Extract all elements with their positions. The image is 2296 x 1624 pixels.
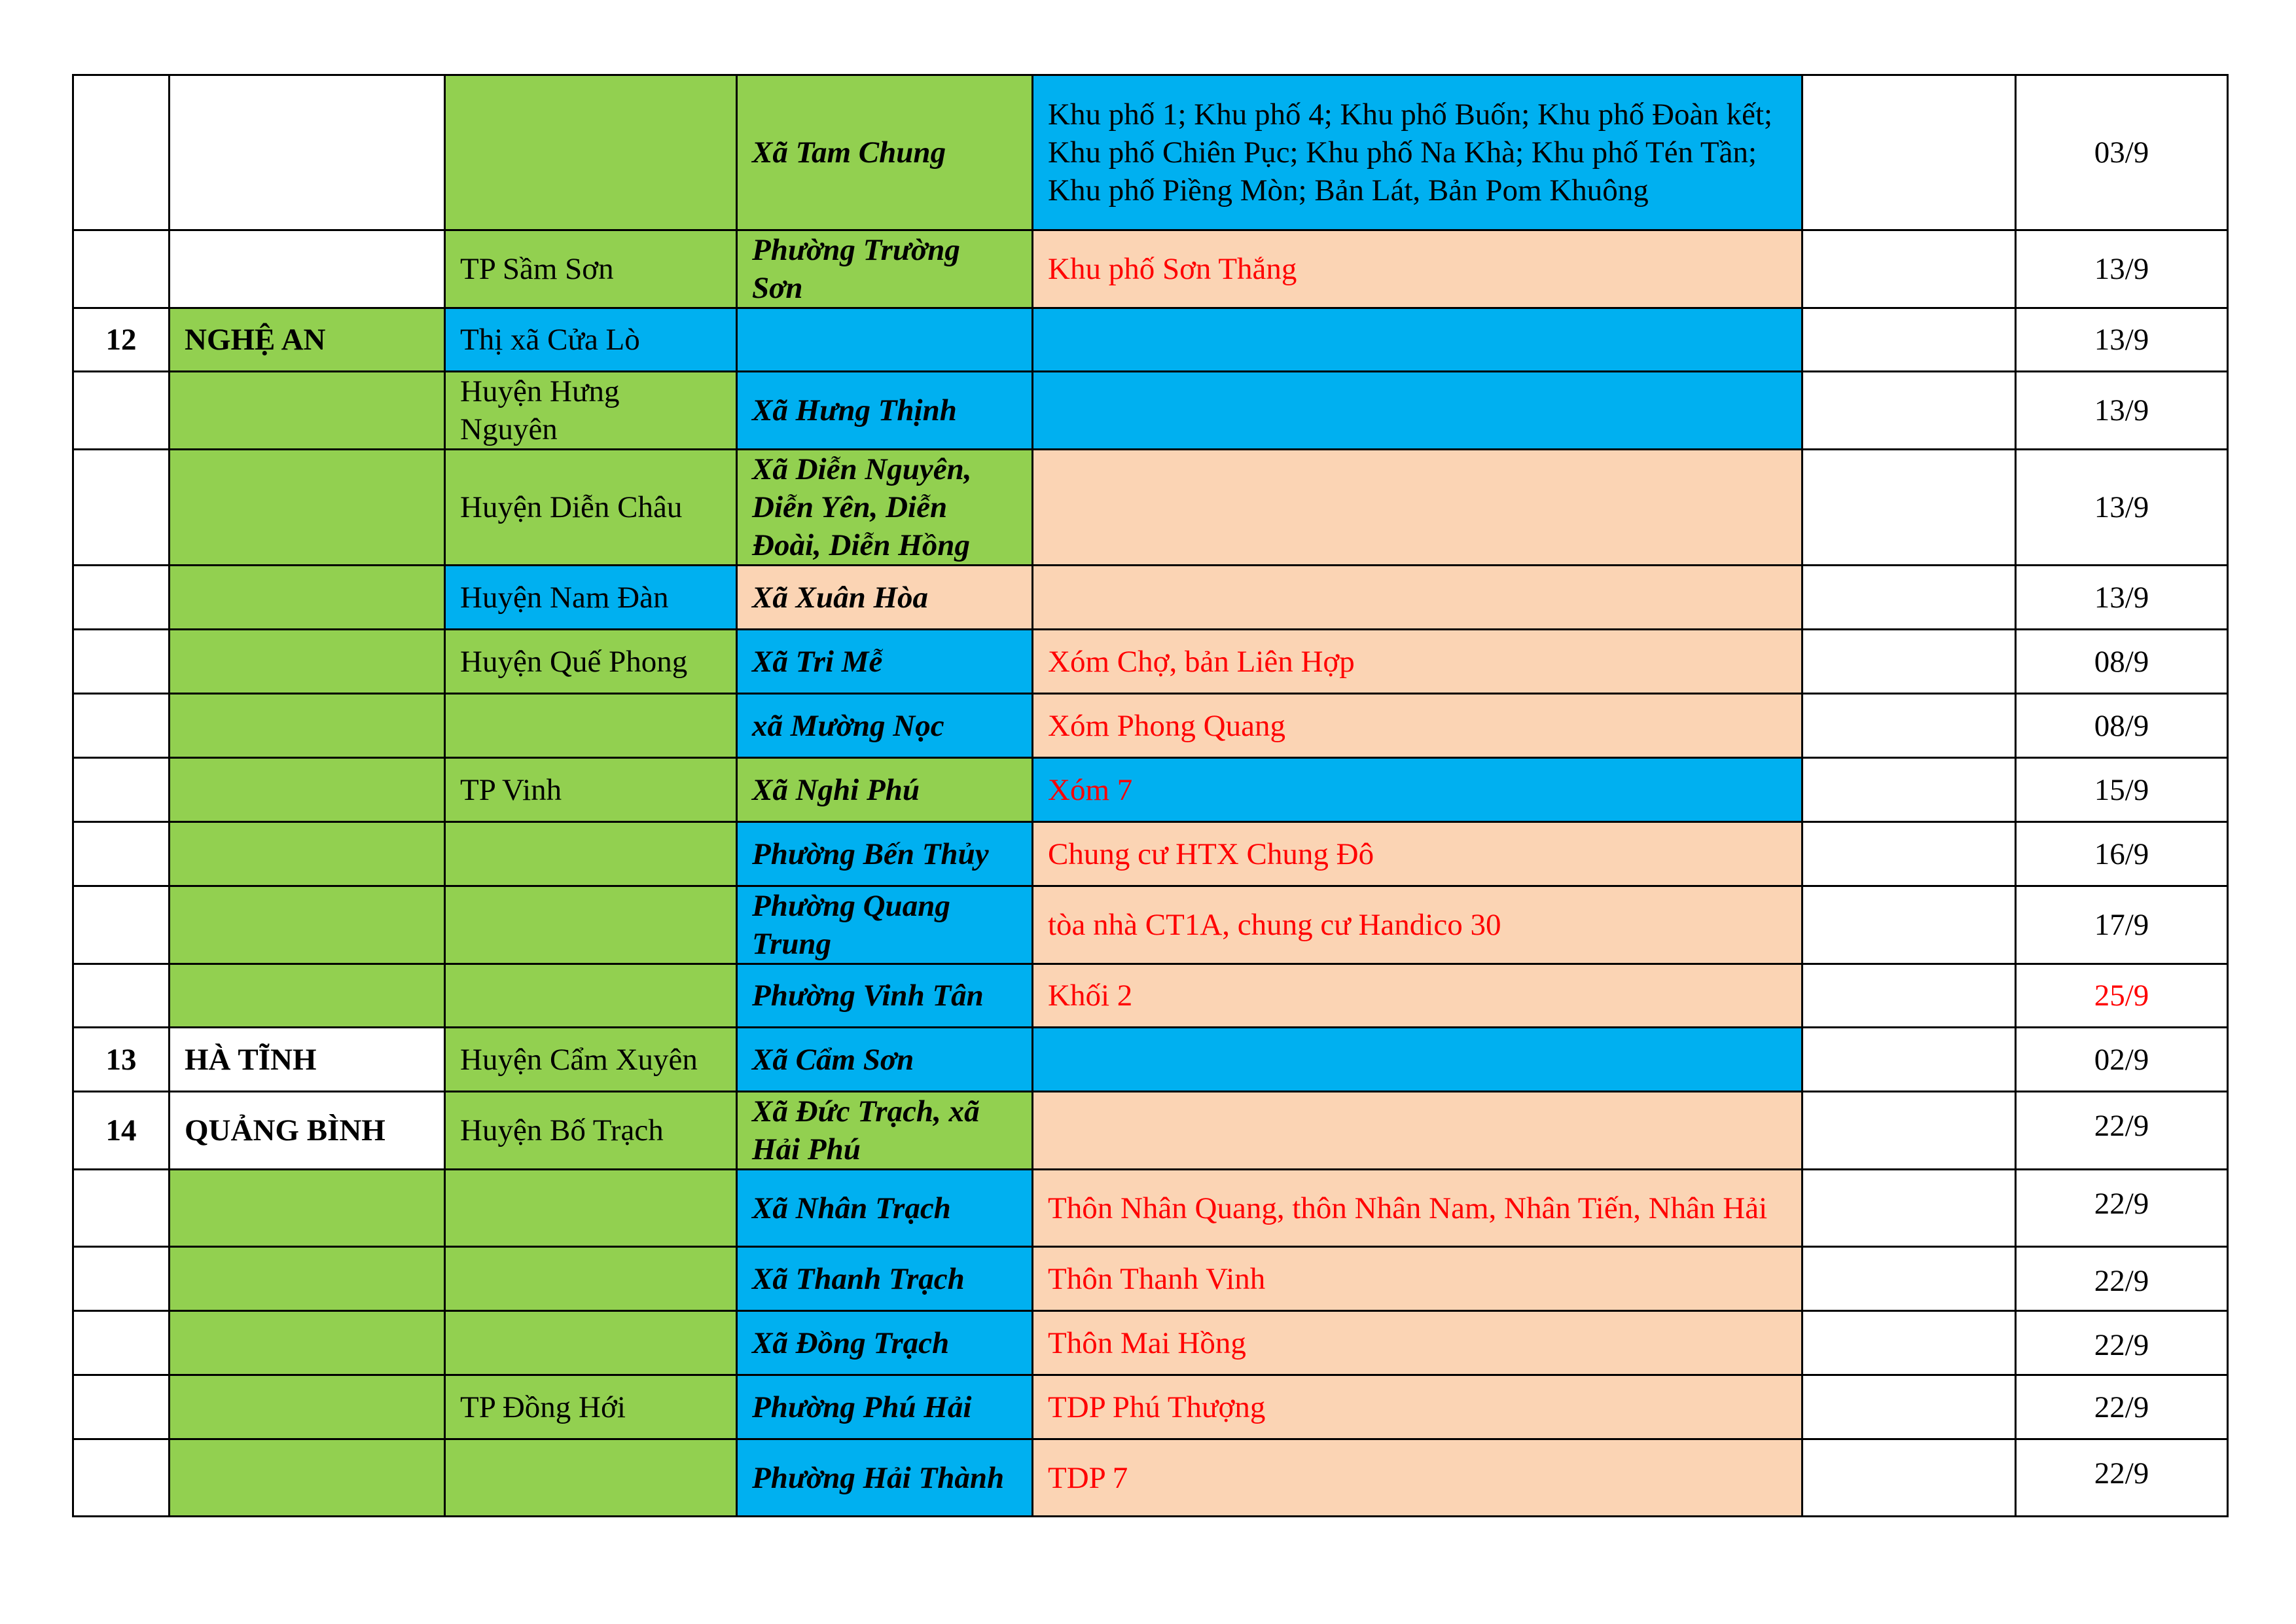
province-cell xyxy=(170,758,445,822)
date-cell: 13/9 xyxy=(2016,450,2228,566)
table-row xyxy=(73,886,2228,964)
area-cell: Thôn Mai Hồng xyxy=(1033,1311,1803,1375)
district-cell: Huyện Hưng Nguyên xyxy=(445,372,737,450)
province-cell xyxy=(170,566,445,630)
date-cell: 13/9 xyxy=(2016,372,2228,450)
date-cell: 22/9 xyxy=(2016,1311,2228,1375)
date-cell: 15/9 xyxy=(2016,758,2228,822)
date-cell: 08/9 xyxy=(2016,694,2228,758)
district-cell: Huyện Cẩm Xuyên xyxy=(445,1028,737,1092)
date-cell: 13/9 xyxy=(2016,230,2228,308)
district-cell: Huyện Quế Phong xyxy=(445,630,737,694)
stt-cell xyxy=(73,1439,170,1517)
commune-cell xyxy=(737,308,1033,372)
stt-cell xyxy=(73,694,170,758)
table-row xyxy=(73,566,2228,630)
note-cell xyxy=(1803,964,2016,1028)
district-cell xyxy=(445,822,737,886)
province-cell: HÀ TĨNH xyxy=(170,1028,445,1092)
province-cell: NGHỆ AN xyxy=(170,308,445,372)
stt-cell xyxy=(73,1311,170,1375)
date-cell: 25/9 xyxy=(2016,964,2228,1028)
province-cell xyxy=(170,822,445,886)
district-cell xyxy=(445,964,737,1028)
stt-cell: 14 xyxy=(73,1092,170,1170)
district-cell: Huyện Diễn Châu xyxy=(445,450,737,566)
stt-cell xyxy=(73,450,170,566)
province-cell xyxy=(170,1375,445,1439)
area-cell xyxy=(1033,1092,1803,1170)
note-cell xyxy=(1803,1247,2016,1311)
district-cell xyxy=(445,886,737,964)
table-row xyxy=(73,1375,2228,1439)
date-cell: 22/9 xyxy=(2016,1375,2228,1439)
area-cell xyxy=(1033,566,1803,630)
note-cell xyxy=(1803,758,2016,822)
district-cell xyxy=(445,75,737,230)
table-row xyxy=(73,1439,2228,1517)
table-row xyxy=(73,1170,2228,1247)
note-cell xyxy=(1803,230,2016,308)
stt-cell xyxy=(73,1170,170,1247)
area-cell xyxy=(1033,1028,1803,1092)
area-cell: Khu phố Sơn Thắng xyxy=(1033,230,1803,308)
note-cell xyxy=(1803,886,2016,964)
district-cell: Huyện Nam Đàn xyxy=(445,566,737,630)
note-cell xyxy=(1803,1092,2016,1170)
commune-cell: Xã Đồng Trạch xyxy=(737,1311,1033,1375)
province-cell xyxy=(170,75,445,230)
table-row xyxy=(73,1028,2228,1092)
stt-cell xyxy=(73,75,170,230)
note-cell xyxy=(1803,1028,2016,1092)
note-cell xyxy=(1803,372,2016,450)
commune-cell: Phường Vinh Tân xyxy=(737,964,1033,1028)
province-cell xyxy=(170,964,445,1028)
table-row xyxy=(73,694,2228,758)
date-cell: 16/9 xyxy=(2016,822,2228,886)
stt-cell xyxy=(73,1375,170,1439)
stt-cell xyxy=(73,758,170,822)
area-cell: Xóm Chợ, bản Liên Hợp xyxy=(1033,630,1803,694)
date-cell: 22/9 xyxy=(2016,1247,2228,1311)
note-cell xyxy=(1803,1375,2016,1439)
stt-cell xyxy=(73,1247,170,1311)
date-cell: 13/9 xyxy=(2016,308,2228,372)
date-cell: 22/9 xyxy=(2016,1170,2228,1247)
stt-cell xyxy=(73,822,170,886)
district-cell xyxy=(445,1170,737,1247)
province-cell xyxy=(170,630,445,694)
area-cell: Khối 2 xyxy=(1033,964,1803,1028)
commune-cell: Xã Hưng Thịnh xyxy=(737,372,1033,450)
area-cell: Xóm 7 xyxy=(1033,758,1803,822)
commune-cell: Phường Quang Trung xyxy=(737,886,1033,964)
note-cell xyxy=(1803,822,2016,886)
commune-cell: xã Mường Nọc xyxy=(737,694,1033,758)
date-cell: 22/9 xyxy=(2016,1439,2228,1517)
district-cell: TP Vinh xyxy=(445,758,737,822)
table-row xyxy=(73,75,2228,230)
area-cell xyxy=(1033,372,1803,450)
stt-cell xyxy=(73,630,170,694)
stt-cell xyxy=(73,372,170,450)
date-cell: 02/9 xyxy=(2016,1028,2228,1092)
province-cell xyxy=(170,1170,445,1247)
table-row xyxy=(73,758,2228,822)
outbreak-area-table xyxy=(72,74,2229,1517)
note-cell xyxy=(1803,75,2016,230)
commune-cell: Xã Diễn Nguyên, Diễn Yên, Diễn Đoài, Diễn Hồng xyxy=(737,450,1033,566)
table-row xyxy=(73,630,2228,694)
area-cell: tòa nhà CT1A, chung cư Handico 30 xyxy=(1033,886,1803,964)
table-row xyxy=(73,308,2228,372)
table-row xyxy=(73,372,2228,450)
stt-cell xyxy=(73,886,170,964)
commune-cell: Phường Phú Hải xyxy=(737,1375,1033,1439)
commune-cell: Xã Thanh Trạch xyxy=(737,1247,1033,1311)
note-cell xyxy=(1803,1311,2016,1375)
date-cell: 08/9 xyxy=(2016,630,2228,694)
province-cell xyxy=(170,230,445,308)
note-cell xyxy=(1803,450,2016,566)
district-cell: Huyện Bố Trạch xyxy=(445,1092,737,1170)
note-cell xyxy=(1803,1170,2016,1247)
table-row xyxy=(73,1311,2228,1375)
province-cell: QUẢNG BÌNH xyxy=(170,1092,445,1170)
date-cell: 13/9 xyxy=(2016,566,2228,630)
commune-cell: Phường Hải Thành xyxy=(737,1439,1033,1517)
date-cell: 22/9 xyxy=(2016,1092,2228,1170)
province-cell xyxy=(170,694,445,758)
district-cell: TP Đồng Hới xyxy=(445,1375,737,1439)
note-cell xyxy=(1803,308,2016,372)
commune-cell: Xã Nghi Phú xyxy=(737,758,1033,822)
commune-cell: Xã Xuân Hòa xyxy=(737,566,1033,630)
province-cell xyxy=(170,372,445,450)
area-cell: Khu phố 1; Khu phố 4; Khu phố Buốn; Khu phố Đoàn kết; Khu phố Chiên Pục; Khu phố Na Khà; Khu phố Tén Tần; Khu phố Piềng Mòn; Bản Lát, Bản Pom Khuông xyxy=(1033,75,1803,230)
commune-cell: Xã Nhân Trạch xyxy=(737,1170,1033,1247)
note-cell xyxy=(1803,694,2016,758)
area-cell: Thôn Thanh Vinh xyxy=(1033,1247,1803,1311)
province-cell xyxy=(170,1311,445,1375)
province-cell xyxy=(170,886,445,964)
commune-cell: Xã Đức Trạch, xã Hải Phú xyxy=(737,1092,1033,1170)
district-cell: TP Sầm Sơn xyxy=(445,230,737,308)
district-cell xyxy=(445,1247,737,1311)
commune-cell: Xã Tri Mễ xyxy=(737,630,1033,694)
note-cell xyxy=(1803,1439,2016,1517)
commune-cell: Xã Tam Chung xyxy=(737,75,1033,230)
table-row xyxy=(73,964,2228,1028)
table-row xyxy=(73,230,2228,308)
area-cell: TDP Phú Thượng xyxy=(1033,1375,1803,1439)
table-row xyxy=(73,450,2228,566)
stt-cell xyxy=(73,964,170,1028)
area-cell: Chung cư HTX Chung Đô xyxy=(1033,822,1803,886)
table-row xyxy=(73,822,2228,886)
table-row xyxy=(73,1247,2228,1311)
area-cell: TDP 7 xyxy=(1033,1439,1803,1517)
stt-cell: 13 xyxy=(73,1028,170,1092)
area-cell xyxy=(1033,308,1803,372)
district-cell xyxy=(445,1439,737,1517)
stt-cell: 12 xyxy=(73,308,170,372)
note-cell xyxy=(1803,566,2016,630)
area-cell: Thôn Nhân Quang, thôn Nhân Nam, Nhân Tiến, Nhân Hải xyxy=(1033,1170,1803,1247)
province-cell xyxy=(170,450,445,566)
province-cell xyxy=(170,1247,445,1311)
stt-cell xyxy=(73,566,170,630)
area-cell xyxy=(1033,450,1803,566)
commune-cell: Phường Trường Sơn xyxy=(737,230,1033,308)
date-cell: 17/9 xyxy=(2016,886,2228,964)
commune-cell: Xã Cẩm Sơn xyxy=(737,1028,1033,1092)
district-cell: Thị xã Cửa Lò xyxy=(445,308,737,372)
date-cell: 03/9 xyxy=(2016,75,2228,230)
stt-cell xyxy=(73,230,170,308)
note-cell xyxy=(1803,630,2016,694)
province-cell xyxy=(170,1439,445,1517)
commune-cell: Phường Bến Thủy xyxy=(737,822,1033,886)
area-cell: Xóm Phong Quang xyxy=(1033,694,1803,758)
table-row xyxy=(73,1092,2228,1170)
district-cell xyxy=(445,694,737,758)
district-cell xyxy=(445,1311,737,1375)
